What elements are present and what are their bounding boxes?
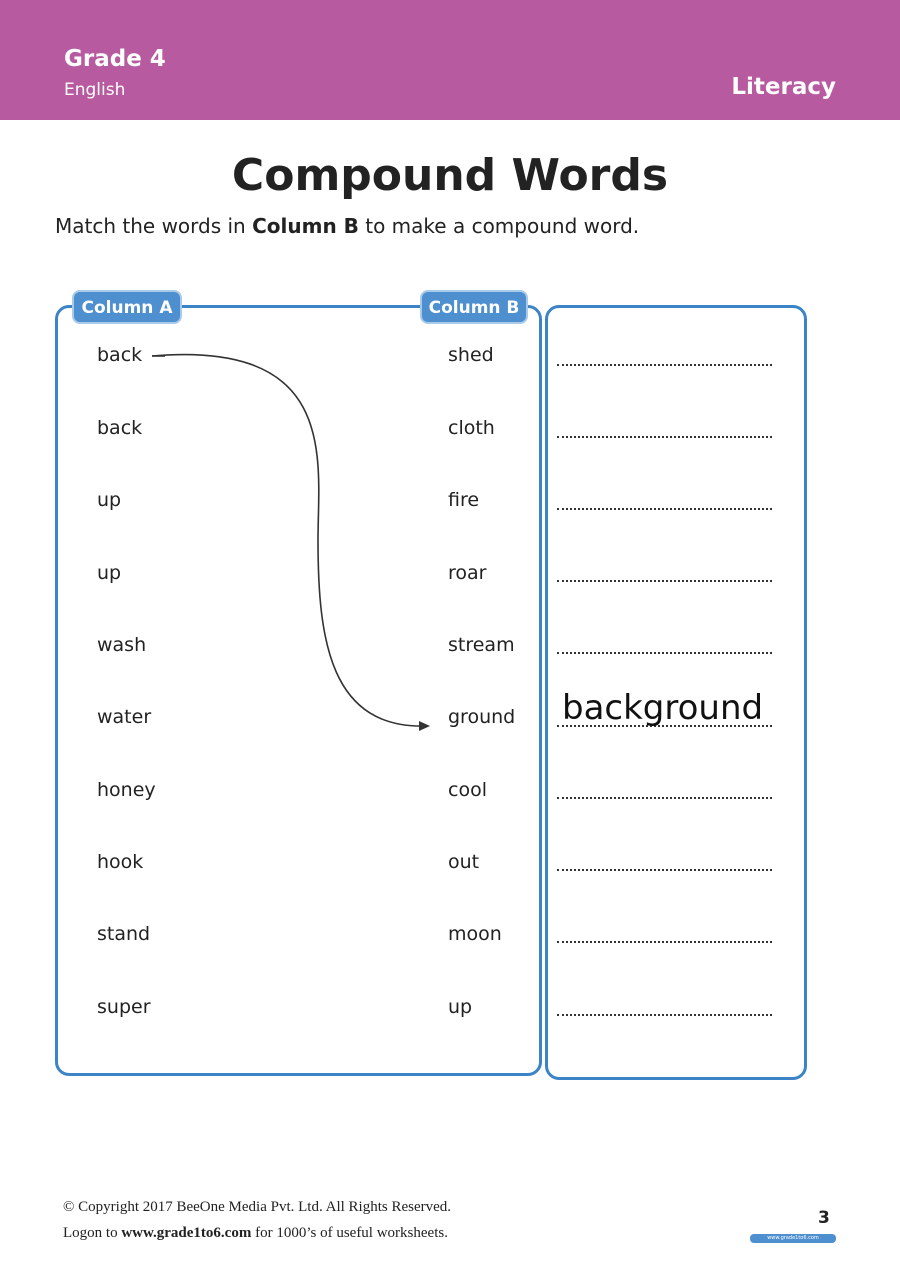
column-b-word: out	[448, 851, 480, 873]
column-b-tab: Column B	[420, 290, 528, 324]
answer-line[interactable]	[557, 797, 772, 799]
column-a-word: back	[97, 344, 143, 366]
column-b-word: cool	[448, 779, 487, 801]
instruction-pre: Match the words in	[55, 214, 253, 238]
column-b-word: shed	[448, 344, 494, 366]
column-a-word: honey	[97, 779, 156, 801]
column-b-word: moon	[448, 923, 502, 945]
column-b-word: up	[448, 996, 473, 1018]
grade-label: Grade 4	[64, 46, 166, 72]
site-band: www.grade1to6.com	[750, 1234, 836, 1243]
answer-line[interactable]	[557, 941, 772, 943]
answer-line[interactable]	[557, 364, 772, 366]
logon-pre: Logon to	[63, 1225, 122, 1241]
column-a-word: up	[97, 489, 122, 511]
answer-line[interactable]	[557, 652, 772, 654]
column-a-word: super	[97, 996, 151, 1018]
answer-line[interactable]	[557, 1014, 772, 1016]
column-a-word: up	[97, 562, 122, 584]
column-b-word: stream	[448, 634, 515, 656]
column-a-word: stand	[97, 923, 151, 945]
worksheet-title: Compound Words	[231, 150, 669, 201]
instruction-post: to make a compound word.	[358, 214, 640, 238]
page-number: 3	[818, 1208, 830, 1228]
example-answer: background	[562, 688, 764, 728]
column-a-word: wash	[97, 634, 147, 656]
column-a-word: water	[97, 706, 152, 728]
column-b-word: fire	[448, 489, 480, 511]
answer-line[interactable]	[557, 508, 772, 510]
column-b-word: ground	[448, 706, 516, 728]
category-label: Literacy	[731, 74, 836, 100]
logon-text	[63, 1225, 448, 1242]
answer-line[interactable]	[557, 436, 772, 438]
instruction-text	[55, 214, 639, 238]
answer-line[interactable]	[557, 869, 772, 871]
copyright-text: © Copyright 2017 BeeOne Media Pvt. Ltd. All Rights Reserved.	[63, 1199, 452, 1215]
subject-label: English	[64, 80, 126, 100]
logon-site-link[interactable]: www.grade1to6.com	[121, 1225, 252, 1241]
column-a-word: back	[97, 417, 143, 439]
column-a-word: hook	[97, 851, 144, 873]
column-b-word: roar	[448, 562, 487, 584]
column-b-word: cloth	[448, 417, 495, 439]
logon-post: for 1000’s of useful worksheets.	[251, 1225, 448, 1241]
page-header	[0, 0, 900, 120]
answer-line[interactable]	[557, 580, 772, 582]
column-a-tab: Column A	[72, 290, 182, 324]
instruction-bold: Column B	[252, 214, 359, 238]
